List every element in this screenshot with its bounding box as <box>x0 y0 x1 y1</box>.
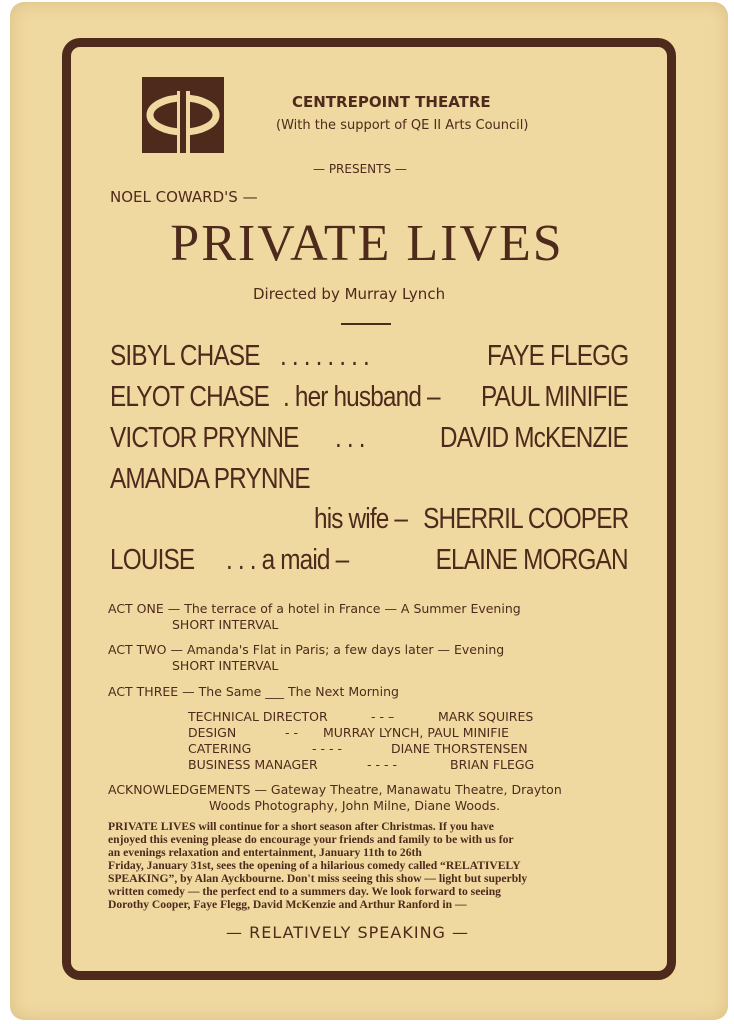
author-line: NOEL COWARD'S — <box>110 188 258 206</box>
cast-sep-2: . . . <box>335 422 365 454</box>
cast-role-0: SIBYL CHASE <box>110 340 260 372</box>
cast-sep-3: his wife – <box>314 503 408 535</box>
notice-line: written comedy — the perfect end to a summers day. We look forward to seeing <box>108 885 501 898</box>
play-title <box>0 214 734 273</box>
cast-sep-0: . . . . . . . . <box>280 340 369 372</box>
cast-role-1: ELYOT CHASE <box>110 381 270 413</box>
season-notice <box>108 820 628 911</box>
notice-line: an evenings relaxation and entertainment, January 11th to 26th <box>108 846 422 859</box>
crew-dashes: - - <box>285 725 298 740</box>
crew-role: BUSINESS MANAGER <box>188 757 318 772</box>
crew-name: BRIAN FLEGG <box>450 757 535 772</box>
cast-role-4: LOUISE <box>110 544 195 576</box>
act-two: ACT TWO — Amanda's Flat in Paris; a few days later — Evening <box>108 642 505 657</box>
notice-line: Friday, January 31st, sees the opening of a hilarious comedy called “RELATIVELY <box>108 859 521 872</box>
cast-role-3: AMANDA PRYNNE <box>110 463 310 495</box>
divider <box>341 323 391 325</box>
act-one-interval: SHORT INTERVAL <box>172 617 279 632</box>
crew-role: DESIGN <box>188 725 237 740</box>
crew-dashes: - - - - <box>312 741 342 756</box>
notice-line: Dorothy Cooper, Faye Flegg, David McKenzie and Arthur Ranford in — <box>108 898 467 911</box>
crew-dashes: - - – <box>371 709 395 724</box>
cast-actor-1: PAUL MINIFIE <box>481 381 628 413</box>
cast-actor-2: DAVID McKENZIE <box>439 422 628 454</box>
cast-role-2: VICTOR PRYNNE <box>110 422 299 454</box>
cast-actor-3: SHERRIL COOPER <box>422 503 628 535</box>
crew-dashes: - - - - <box>367 757 397 772</box>
play-title-text: PRIVATE LIVES <box>170 215 564 272</box>
crew-name: MARK SQUIRES <box>438 709 534 724</box>
act-two-interval: SHORT INTERVAL <box>172 658 279 673</box>
director-line: Directed by Murray Lynch <box>253 285 446 303</box>
cast-sep-1: . her husband – <box>283 381 440 413</box>
support-line: (With the support of QE II Arts Council) <box>276 118 529 133</box>
notice-line: enjoyed this evening please do encourage your friends and family to be with us for <box>108 833 514 846</box>
act-one: ACT ONE — The terrace of a hotel in France — A Summer Evening <box>108 601 521 616</box>
theatre-logo <box>142 77 224 153</box>
acknowledgements-line1: ACKNOWLEDGEMENTS — Gateway Theatre, Manawatu Theatre, Drayton <box>108 782 562 797</box>
cast-sep-4: . . . a maid – <box>226 544 349 576</box>
acknowledgements-line2: Woods Photography, John Milne, Diane Woods. <box>209 798 501 813</box>
cast-actor-4: ELAINE MORGAN <box>435 544 628 576</box>
crew-role: CATERING <box>188 741 252 756</box>
cast-actor-0: FAYE FLEGG <box>486 340 628 372</box>
closing-title: — RELATIVELY SPEAKING — <box>226 923 470 942</box>
notice-line: PRIVATE LIVES will continue for a short season after Christmas. If you have <box>108 820 494 833</box>
crew-role: TECHNICAL DIRECTOR <box>188 709 328 724</box>
crew-name: DIANE THORSTENSEN <box>391 741 528 756</box>
theatre-name: CENTREPOINT THEATRE <box>292 93 491 111</box>
presents-line: — PRESENTS — <box>313 162 407 176</box>
notice-line: SPEAKING”, by Alan Ayckbourne. Don't miss seeing this show — light but superbly <box>108 872 528 885</box>
crew-name: MURRAY LYNCH, PAUL MINIFIE <box>323 725 510 740</box>
act-three: ACT THREE — The Same ___ The Next Morning <box>108 684 399 699</box>
